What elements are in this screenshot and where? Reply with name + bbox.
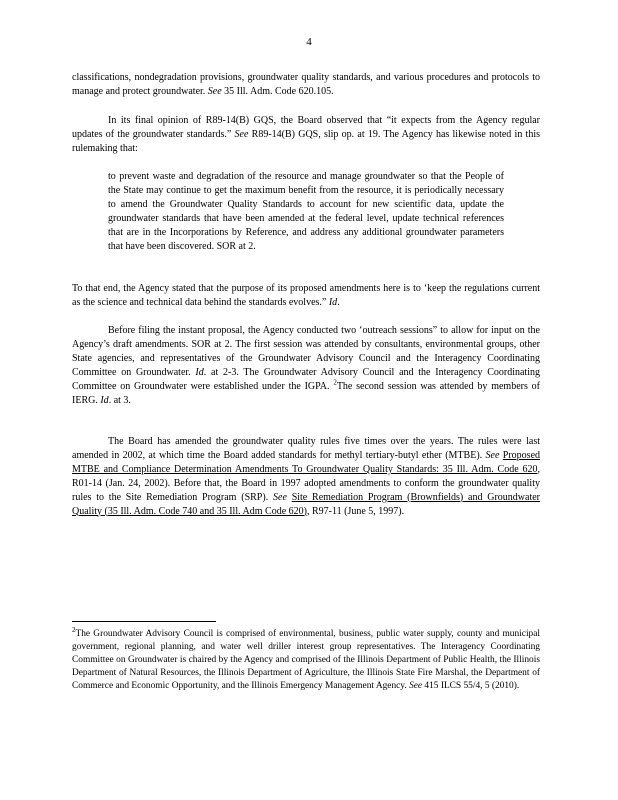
p1-see: See (207, 85, 222, 97)
paragraph-final-opinion (72, 114, 540, 156)
p2-text-2: R89-14(B) GQS, slip op. at 19. The Agency has likewise noted in this rulemaking that: (72, 128, 541, 154)
paragraph-to-that-end (72, 282, 540, 310)
p1-text-1: classifications, nondegradation provisions, groundwater quality standards, and various procedures and protocols to manage and protect groundwater. (72, 72, 540, 97)
footnote-divider (72, 621, 216, 622)
footnote-mark: 2 (72, 625, 76, 634)
footnote-see: See (409, 681, 423, 691)
p5-text-3: , R97-11 (June 5, 1997). (306, 505, 405, 517)
p4-text-3: The second session was attended by members of IERG. (72, 380, 540, 406)
p4-text-1: Before filing the instant proposal, the Agency conducted two ‘outreach sessions” to allow for input on the Agency’s draft amendments. SOR at 2. The first session was attended by consultants, environmental groups, other State agencies, and representatives of the Groundwater Advisory Council and the Interagency Coordinating Committee on Groundwater. (72, 325, 540, 378)
p4-text-4: . at 3. (108, 394, 131, 406)
p4-id-2: Id (100, 394, 109, 406)
p4-id-1: Id (195, 366, 204, 378)
footnote-2 (72, 625, 540, 693)
p2-text-1: In its final opinion of R89-14(B) GQS, the Board observed that “it expects from the Agency regular updates of the groundwater standards.” (72, 115, 540, 140)
block-quote: to prevent waste and degradation of the resource and manage groundwater so that the People of the State may continue to get the maximum benefit from the resource, it is periodically necessary to amend the Groundwater Quality Standards to account for new scientific data, update the groundwater standards that have been amended at the federal level, update technical references that are in the Incorporations by Reference, and address any additional groundwater parameters that have been discovered. SOR at 2. (108, 171, 504, 252)
p3-text-2: . (337, 296, 340, 308)
citation-site-remediation: Site Remediation Program (Brownfields) and Groundwater Quality (35 Ill. Adm. Code 740 and 35 Ill. Adm Code 620) (72, 491, 541, 517)
footnote-text-2: 415 ILCS 55/4, 5 (2010). (422, 681, 520, 691)
paragraph-board-amendments (72, 435, 540, 518)
p3-text-1: To that end, the Agency stated that the purpose of its proposed amendments here is to ‘keep the regulations current as the science and technical data behind the standards evolves.” (72, 283, 540, 308)
footnote-text-1: The Groundwater Advisory Council is comprised of environmental, business, public water supply, county and municipal government, regional planning, and water well driller interest group representatives. The Interagency Coordinating Committee on Groundwater is chaired by the Agency and comprised of the Illinois Department of Public Health, the Illinois Department of Natural Resources, the Illinois Department of Agriculture, the Illinois State Fire Marshal, the Department of Commerce and Economic Opportunity, and the Illinois Emergency Management Agency. (72, 629, 540, 691)
p2-see: See (234, 128, 249, 140)
footnote-ref-2: 2 (333, 378, 337, 387)
p5-text-1: The Board has amended the groundwater quality rules five times over the years. The rules were last amended in 2002, at which time the Board added standards for methyl tertiary-butyl ether (MTBE). (72, 436, 540, 461)
citation-mtbe-amendments: Proposed MTBE and Compliance Determination Amendments To Groundwater Quality Standards: 35 Ill. Adm. Code 620 (72, 449, 541, 475)
page-number: 4 (306, 36, 312, 48)
p3-id: Id (328, 296, 338, 308)
p5-text-2: , R01-14 (Jan. 24, 2002). Before that, the Board in 1997 adopted amendments to conform the groundwater quality rules to the Site Remediation Program (SRP). (72, 463, 540, 503)
paragraph-classifications (72, 71, 540, 99)
p5-see-2: See (273, 491, 287, 503)
p1-text-2: 35 Ill. Adm. Code 620.105. (221, 85, 334, 97)
p4-text-2: . at 2-3. The Groundwater Advisory Council and the Interagency Coordinating Committee on Groundwater were established under the IGPA. (72, 366, 540, 392)
p5-see-1: See (485, 449, 500, 461)
paragraph-outreach-sessions (72, 324, 540, 407)
